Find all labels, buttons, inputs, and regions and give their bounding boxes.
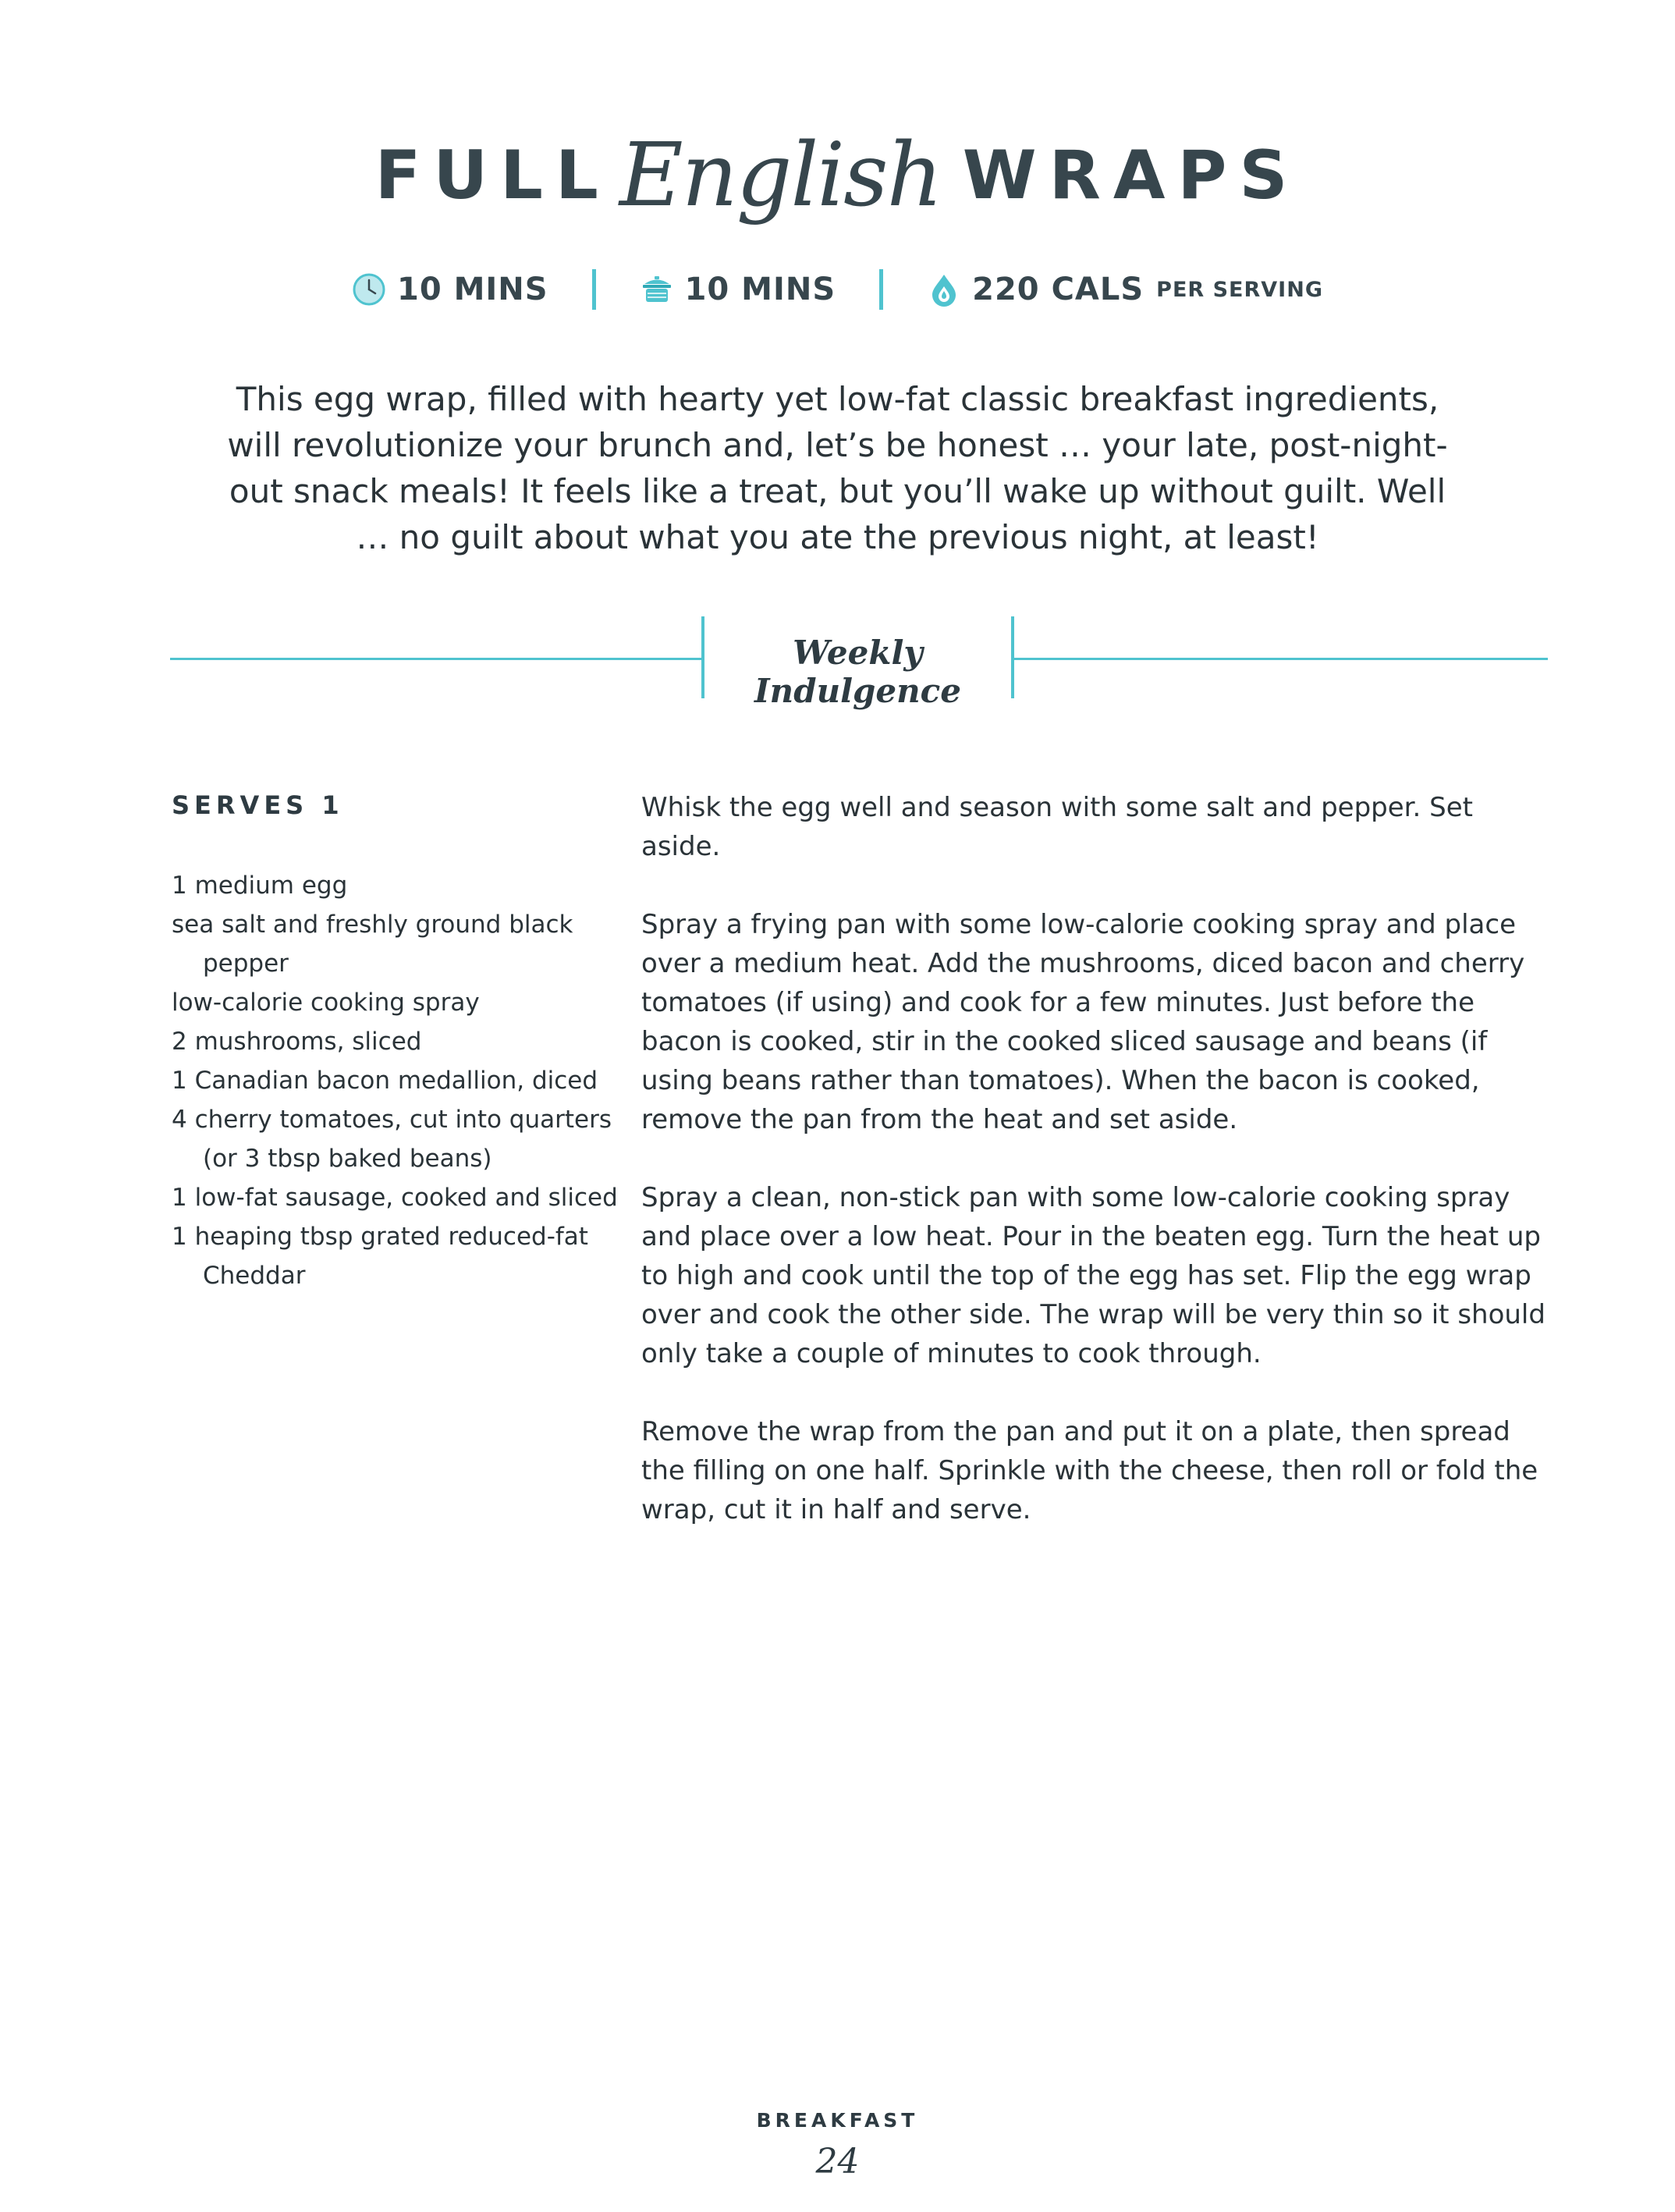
method-step: Spray a frying pan with some low-calorie cooking spray and place over a medium heat. Add the mushrooms, diced bacon and cherry tomatoes (if using) and cook for a few minutes. Just before the bacon is cooked, stir in the cooked sliced sausage and beans (if using beans rather than tomatoes). When the bacon is cooked, remove the pan from the heat and set aside. [641,909,1525,1135]
divider-line-left [170,658,702,660]
pot-icon [640,272,674,307]
meta-separator [879,269,883,310]
meta-separator [592,269,596,310]
recipe-title [0,125,1675,226]
cook-time [640,272,836,307]
serves-heading: SERVES 1 [172,790,344,820]
calories [927,272,1323,307]
ingredient-item: sea salt and freshly ground black pepper [172,911,573,978]
clock-icon [352,272,386,307]
ingredient-item: 2 mushrooms, sliced [172,1028,422,1056]
recipe-intro: This egg wrap, filled with hearty yet low-fat classic breakfast ingredients, will revolutionize your brunch and, let’s be honest … your late, post-night-out snack meals! It feels like a treat, but you’ll wake up without guilt. Well … no guilt about what you ate the previous night, at least! [227,380,1448,556]
divider-line-right [1014,658,1548,660]
title-word-full: FULL [374,137,611,215]
category-label: Weekly Indulgence [754,634,961,710]
ingredient-item: low-calorie cooking spray [172,989,480,1017]
ingredient-item: 1 heaping tbsp grated reduced-fat Cheddar [172,1223,588,1290]
method-steps [641,788,1546,1568]
ingredient-item: 4 cherry tomatoes, cut into quarters (or 3 tbsp baked beans) [172,1106,612,1173]
category-divider [170,616,1548,710]
ingredient-item: 1 medium egg [172,872,348,900]
calories-suffix: PER SERVING [1156,277,1323,302]
method-step: Spray a clean, non-stick pan with some low-calorie cooking spray and place over a low heat. Pour in the beaten egg. Turn the heat up to high and cook until the top of the egg has set. Flip the egg wrap over and cook the other side. The wrap will be very thin so it should only take a couple of minutes to cook through. [641,1182,1545,1369]
method-step: Remove the wrap from the pan and put it on a plate, then spread the filling on one half. Sprinkle with the cheese, then roll or fold the wrap, cut it in half and serve. [641,1416,1538,1525]
method-step: Whisk the egg well and season with some salt and pepper. Set aside. [641,792,1473,862]
cook-time-value: 10 MINS [684,272,836,307]
prep-time [352,272,548,307]
recipe-meta-row [0,269,1675,310]
section-name: BREAKFAST [756,2109,919,2132]
ingredient-item: 1 low-fat sausage, cooked and sliced [172,1184,618,1212]
ingredient-list [172,866,624,1295]
page-number: 24 [815,2142,860,2182]
prep-time-value: 10 MINS [397,272,548,307]
flame-drop-icon [927,272,961,307]
title-word-wraps: WRAPS [962,137,1301,215]
title-word-english: English [619,125,942,226]
calories-value: 220 CALS [972,272,1144,307]
ingredient-item: 1 Canadian bacon medallion, diced [172,1067,598,1095]
